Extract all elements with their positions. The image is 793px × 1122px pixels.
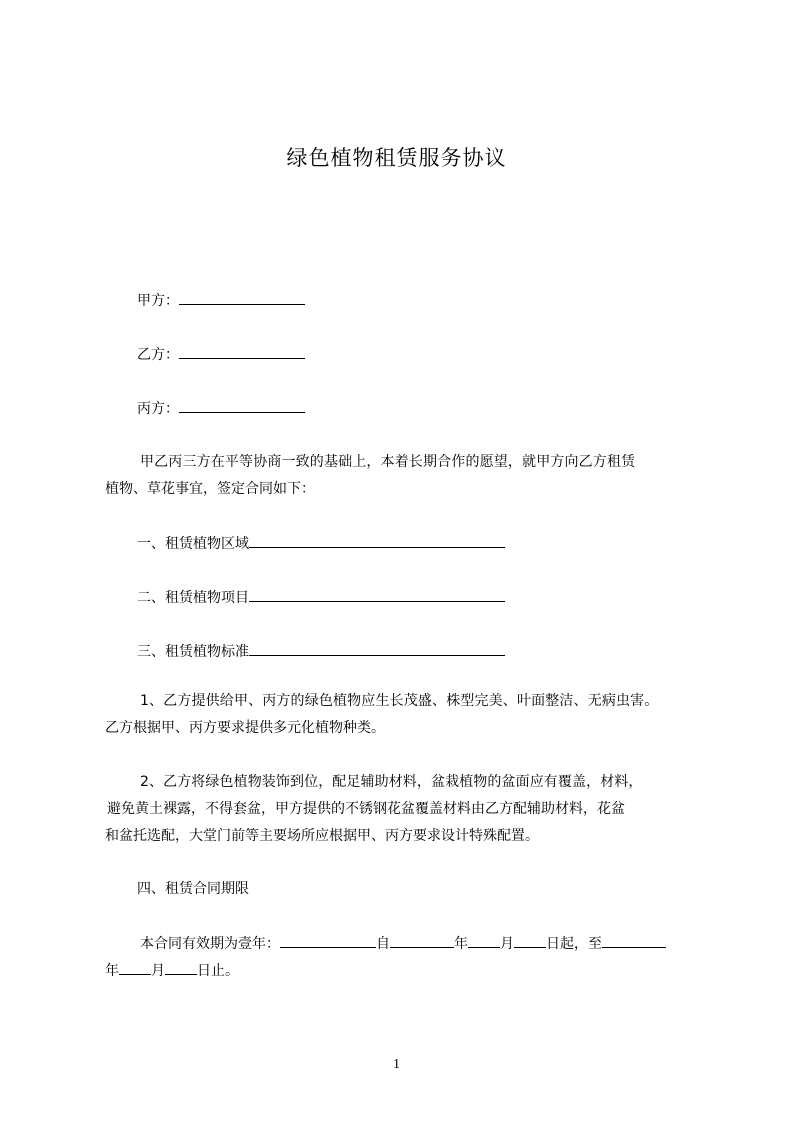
party-b-blank[interactable] xyxy=(179,345,305,359)
term-prefix: 本合同有效期为壹年： xyxy=(140,936,280,952)
party-b-line xyxy=(137,345,305,364)
term-end-day-blank[interactable] xyxy=(165,961,197,975)
section-1-blank[interactable] xyxy=(249,534,505,548)
section-2-blank[interactable] xyxy=(249,588,505,602)
clause-2-line-2: 避免黄土裸露，不得套盆，甲方提供的不锈钢花盆覆盖材料由乙方配辅助材料，花盆 xyxy=(107,801,625,817)
clause-2-line-3: 和盆托选配，大堂门前等主要场所应根据甲、丙方要求设计特殊配置。 xyxy=(105,828,539,844)
term-line-2 xyxy=(105,961,239,980)
term-line-1 xyxy=(140,934,666,953)
term-day-end: 日止。 xyxy=(197,963,239,979)
term-month: 月 xyxy=(500,936,514,952)
section-3-heading: 三、租赁植物标准 xyxy=(137,644,249,660)
document-title: 绿色植物租赁服务协议 xyxy=(286,146,507,170)
party-c-label: 丙方： xyxy=(137,401,179,417)
section-4-heading: 四、租赁合同期限 xyxy=(137,881,249,897)
party-c-line xyxy=(137,399,305,418)
term-day-start: 日起，至 xyxy=(546,936,602,952)
section-3-blank[interactable] xyxy=(249,642,505,656)
party-c-blank[interactable] xyxy=(179,399,305,413)
section-3-line xyxy=(137,642,505,661)
party-a-blank[interactable] xyxy=(179,291,305,305)
term-year-2: 年 xyxy=(105,963,119,979)
term-start-year-blank[interactable] xyxy=(390,934,454,948)
page-number: 1 xyxy=(393,1057,400,1072)
section-2-heading: 二、租赁植物项目 xyxy=(137,590,249,606)
section-1-line xyxy=(137,534,505,553)
term-month-2: 月 xyxy=(151,963,165,979)
term-from: 自 xyxy=(376,936,390,952)
clause-2-line-1: 2、乙方将绿色植物装饰到位，配足辅助材料，盆栽植物的盆面应有覆盖，材料， xyxy=(140,774,643,790)
party-a-label: 甲方： xyxy=(137,293,179,309)
term-start-month-blank[interactable] xyxy=(468,934,500,948)
term-blank-1[interactable] xyxy=(280,934,376,948)
clause-1-line-1: 1、乙方提供给甲、丙方的绿色植物应生长茂盛、株型完美、叶面整洁、无病虫害。 xyxy=(140,693,659,709)
party-b-label: 乙方： xyxy=(137,347,179,363)
term-end-month-blank[interactable] xyxy=(119,961,151,975)
clause-1-line-2: 乙方根据甲、丙方要求提供多元化植物种类。 xyxy=(105,720,385,736)
term-year: 年 xyxy=(454,936,468,952)
section-2-line xyxy=(137,588,505,607)
intro-line-2: 植物、草花事宜，签定合同如下： xyxy=(105,481,315,497)
party-a-line xyxy=(137,291,305,310)
intro-line-1: 甲乙丙三方在平等协商一致的基础上，本着长期合作的愿望，就甲方向乙方租赁 xyxy=(140,454,636,470)
term-start-day-blank[interactable] xyxy=(514,934,546,948)
section-1-heading: 一、租赁植物区域 xyxy=(137,536,249,552)
term-end-year-blank[interactable] xyxy=(602,934,666,948)
